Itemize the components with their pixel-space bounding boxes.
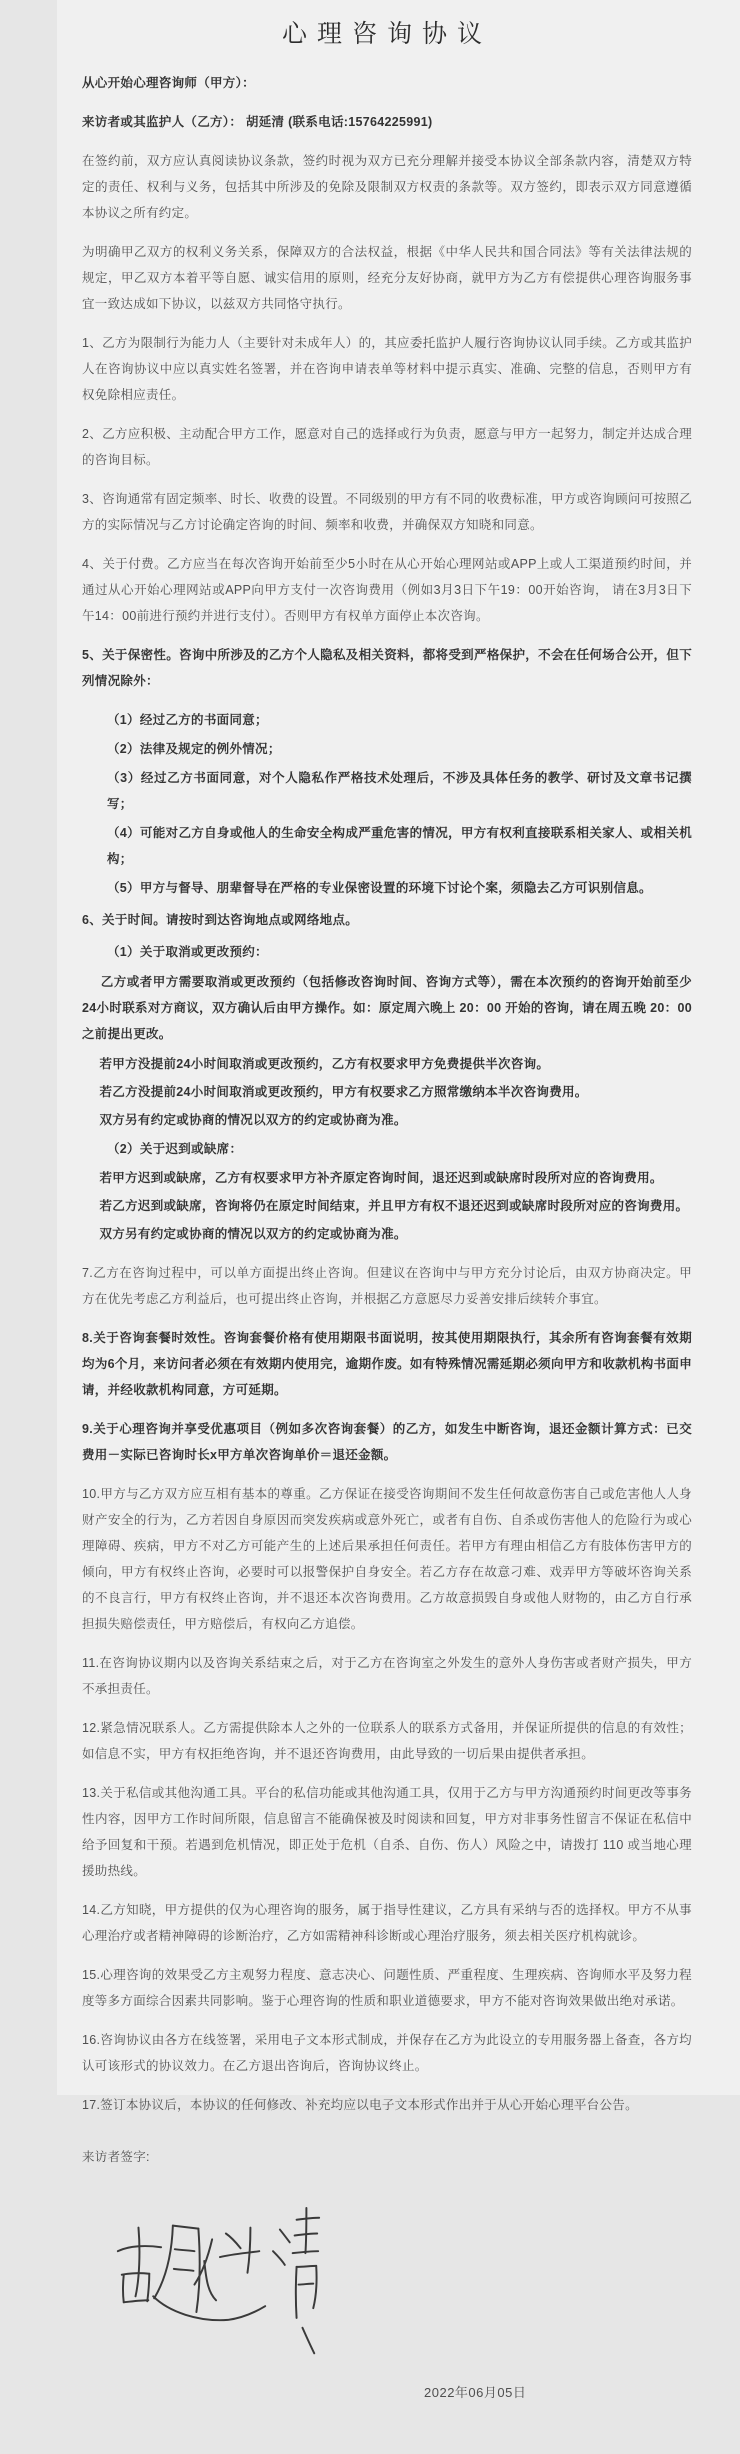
agreement-paragraph: 若甲方迟到或缺席，乙方有权要求甲方补齐原定咨询时间，退还迟到或缺席时段所对应的咨询费用。 [99, 1171, 663, 1185]
agreement-paragraph: 4、关于付费。乙方应当在每次咨询开始前至少5小时在从心开始心理网站或APP上或人工渠道预约时间，并通过从心开始心理网站或APP向甲方支付一次咨询费用（例如3月3日下午19：00开始咨询， 请在3月3日下午14：00前进行预约并进行支付）。否则甲方有权单方面停止本次咨询。 [82, 557, 692, 623]
agreement-paragraph: 16.咨询协议由各方在线签署，采用电子文本形式制成，并保存在乙方为此设立的专用服务器上备查，各方均认可该形式的协议效力。在乙方退出咨询后，咨询协议终止。 [82, 2033, 692, 2073]
agreement-paragraph: 在签约前，双方应认真阅读协议条款，签约时视为双方已充分理解并接受本协议全部条款内容，清楚双方特定的责任、权利与义务，包括其中所涉及的免除及限制双方权责的条款等。双方签约，即表示双方同意遵循本协议之所有约定。 [82, 154, 692, 220]
signature-section [82, 2144, 692, 2454]
visitor-signature-handwriting [110, 2202, 328, 2374]
agreement-paragraph: （1）经过乙方的书面同意； [107, 713, 268, 727]
agreement-paragraph: 6、关于时间。请按时到达咨询地点或网络地点。 [82, 913, 359, 927]
agreement-paragraph: 5、关于保密性。咨询中所涉及的乙方个人隐私及相关资料，都将受到严格保护，不会在任何场合公开，但下列情况除外： [82, 648, 692, 688]
agreement-paragraph: 若乙方迟到或缺席，咨询将仍在原定时间结束，并且甲方有权不退还迟到或缺席时段所对应的咨询费用。 [99, 1199, 689, 1213]
agreement-paragraph: 9.关于心理咨询并享受优惠项目（例如多次咨询套餐）的乙方，如发生中断咨询，退还金额计算方式：已交费用－实际已咨询时长x甲方单次咨询单价＝退还金额。 [82, 1422, 692, 1462]
agreement-paragraph: 11.在咨询协议期内以及咨询关系结束之后，对于乙方在咨询室之外发生的意外人身伤害或者财产损失，甲方不承担责任。 [82, 1656, 692, 1696]
agreement-paragraph: 17.签订本协议后，本协议的任何修改、补充均应以电子文本形式作出并于从心开始心理平台公告。 [82, 2098, 638, 2112]
agreement-paragraph: 2、乙方应积极、主动配合甲方工作，愿意对自己的选择或行为负责，愿意与甲方一起努力，制定并达成合理的咨询目标。 [82, 427, 692, 467]
agreement-paragraph: （1）关于取消或更改预约： [107, 945, 268, 959]
agreement-paragraph: 从心开始心理咨询师（甲方）： [82, 76, 255, 90]
agreement-paragraph: （3）经过乙方书面同意，对个人隐私作严格技术处理后，不涉及具体任务的教学、研讨及文章书记撰写； [107, 771, 692, 811]
agreement-page [57, 0, 740, 2400]
agreement-paragraph: 双方另有约定或协商的情况以双方的约定或协商为准。 [99, 1227, 407, 1241]
agreement-paragraph: 13.关于私信或其他沟通工具。平台的私信功能或其他沟通工具，仅用于乙方与甲方沟通预约时间更改等事务性内容，因甲方工作时间所限，信息留言不能确保被及时阅读和回复，甲方对非事务性留言不保证在私信中给予回复和干预。若遇到危机情况，即正处于危机（自杀、自伤、伤人）风险之中，请拨打 110 或当地心理援助热线。 [82, 1786, 692, 1878]
agreement-paragraph: 若甲方没提前24小时间取消或更改预约，乙方有权要求甲方免费提供半次咨询。 [99, 1057, 550, 1071]
page-title: 心理咨询协议 [281, 20, 492, 48]
agreement-paragraph: 12.紧急情况联系人。乙方需提供除本人之外的一位联系人的联系方式备用，并保证所提供的信息的有效性；如信息不实，甲方有权拒绝咨询，并不退还咨询费用，由此导致的一切后果由提供者承担。 [82, 1721, 692, 1761]
agreement-paragraph: 7.乙方在咨询过程中，可以单方面提出终止咨询。但建议在咨询中与甲方充分讨论后，由双方协商决定。甲方在优先考虑乙方利益后，也可提出终止咨询，并根据乙方意愿尽力妥善安排后续转介事宜。 [82, 1266, 692, 1306]
agreement-paragraph: 为明确甲乙双方的权利义务关系，保障双方的合法权益，根据《中华人民共和国合同法》等有关法律法规的规定，甲乙双方本着平等自愿、诚实信用的原则，经充分友好协商，就甲方为乙方有偿提供心理咨询服务事宜一致达成如下协议，以兹双方共同恪守执行。 [82, 245, 692, 311]
agreement-paragraph: （2）关于迟到或缺席： [107, 1142, 243, 1156]
agreement-paragraph: （4）可能对乙方自身或他人的生命安全构成严重危害的情况，甲方有权利直接联系相关家人、或相关机构； [107, 826, 692, 866]
agreement-paragraph: （5）甲方与督导、朋辈督导在严格的专业保密设置的环境下讨论个案，须隐去乙方可识别信息。 [107, 881, 652, 895]
agreement-body [82, 70, 692, 2118]
agreement-paragraph: （2）法律及规定的例外情况； [107, 742, 281, 756]
agreement-paragraph: 乙方或者甲方需要取消或更改预约（包括修改咨询时间、咨询方式等），需在本次预约的咨询开始前至少24小时联系对方商议，双方确认后由甲方操作。如：原定周六晚上 20：00 开始的咨询，请在周五晚 20：00 之前提出更改。 [82, 975, 692, 1041]
visitor-signature-label: 来访者签字: [82, 2150, 150, 2164]
agreement-paragraph: 15.心理咨询的效果受乙方主观努力程度、意志决心、问题性质、严重程度、生理疾病、咨询师水平及努力程度等多方面综合因素共同影响。鉴于心理咨询的性质和职业道德要求，甲方不能对咨询效果做出绝对承诺。 [82, 1968, 692, 2008]
agreement-paragraph: 若乙方没提前24小时间取消或更改预约，甲方有权要求乙方照常缴纳本半次咨询费用。 [99, 1085, 588, 1099]
agreement-paragraph: 14.乙方知晓，甲方提供的仅为心理咨询的服务，属于指导性建议，乙方具有采纳与否的选择权。甲方不从事心理治疗或者精神障碍的诊断治疗，乙方如需精神科诊断或心理治疗服务，须去相关医疗机构就诊。 [82, 1903, 692, 1943]
agreement-paragraph: 1、乙方为限制行为能力人（主要针对未成年人）的，其应委托监护人履行咨询协议认同手续。乙方或其监护人在咨询协议中应以真实姓名签署，并在咨询申请表单等材料中提示真实、准确、完整的信息，否则甲方有权免除相应责任。 [82, 336, 692, 402]
agreement-paragraph: 双方另有约定或协商的情况以双方的约定或协商为准。 [99, 1113, 407, 1127]
signature-date: 2022年06月05日 [424, 2385, 527, 2400]
agreement-paragraph: 来访者或其监护人（乙方）： 胡延清 (联系电话:15764225991) [82, 115, 433, 129]
agreement-paragraph: 8.关于咨询套餐时效性。咨询套餐价格有使用期限书面说明，按其使用期限执行，其余所有咨询套餐有效期均为6个月，来访问者必须在有效期内使用完，逾期作废。如有特殊情况需延期必须向甲方和收款机构书面申请，并经收款机构同意，方可延期。 [82, 1331, 692, 1397]
agreement-paragraph: 10.甲方与乙方双方应互相有基本的尊重。乙方保证在接受咨询期间不发生任何故意伤害自己或危害他人人身财产安全的行为，乙方若因自身原因而突发疾病或意外死亡，或者有自伤、自杀或伤害他人的危险行为或心理障碍、疾病，甲方不对乙方可能产生的上述后果承担任何责任。若甲方有理由相信乙方有肢体伤害甲方的倾向，甲方有权终止咨询，必要时可以报警保护自身安全。若乙方存在故意刁难、戏弄甲方等破坏咨询关系的不良言行，甲方有权终止咨询，并不退还本次咨询费用。乙方故意损毁自身或他人财物的，由乙方自行承担损失赔偿责任，甲方赔偿后，有权向乙方追偿。 [82, 1487, 692, 1631]
agreement-paragraph: 3、咨询通常有固定频率、时长、收费的设置。不同级别的甲方有不同的收费标准，甲方或咨询顾问可按照乙方的实际情况与乙方讨论确定咨询的时间、频率和收费，并确保双方知晓和同意。 [82, 492, 692, 532]
